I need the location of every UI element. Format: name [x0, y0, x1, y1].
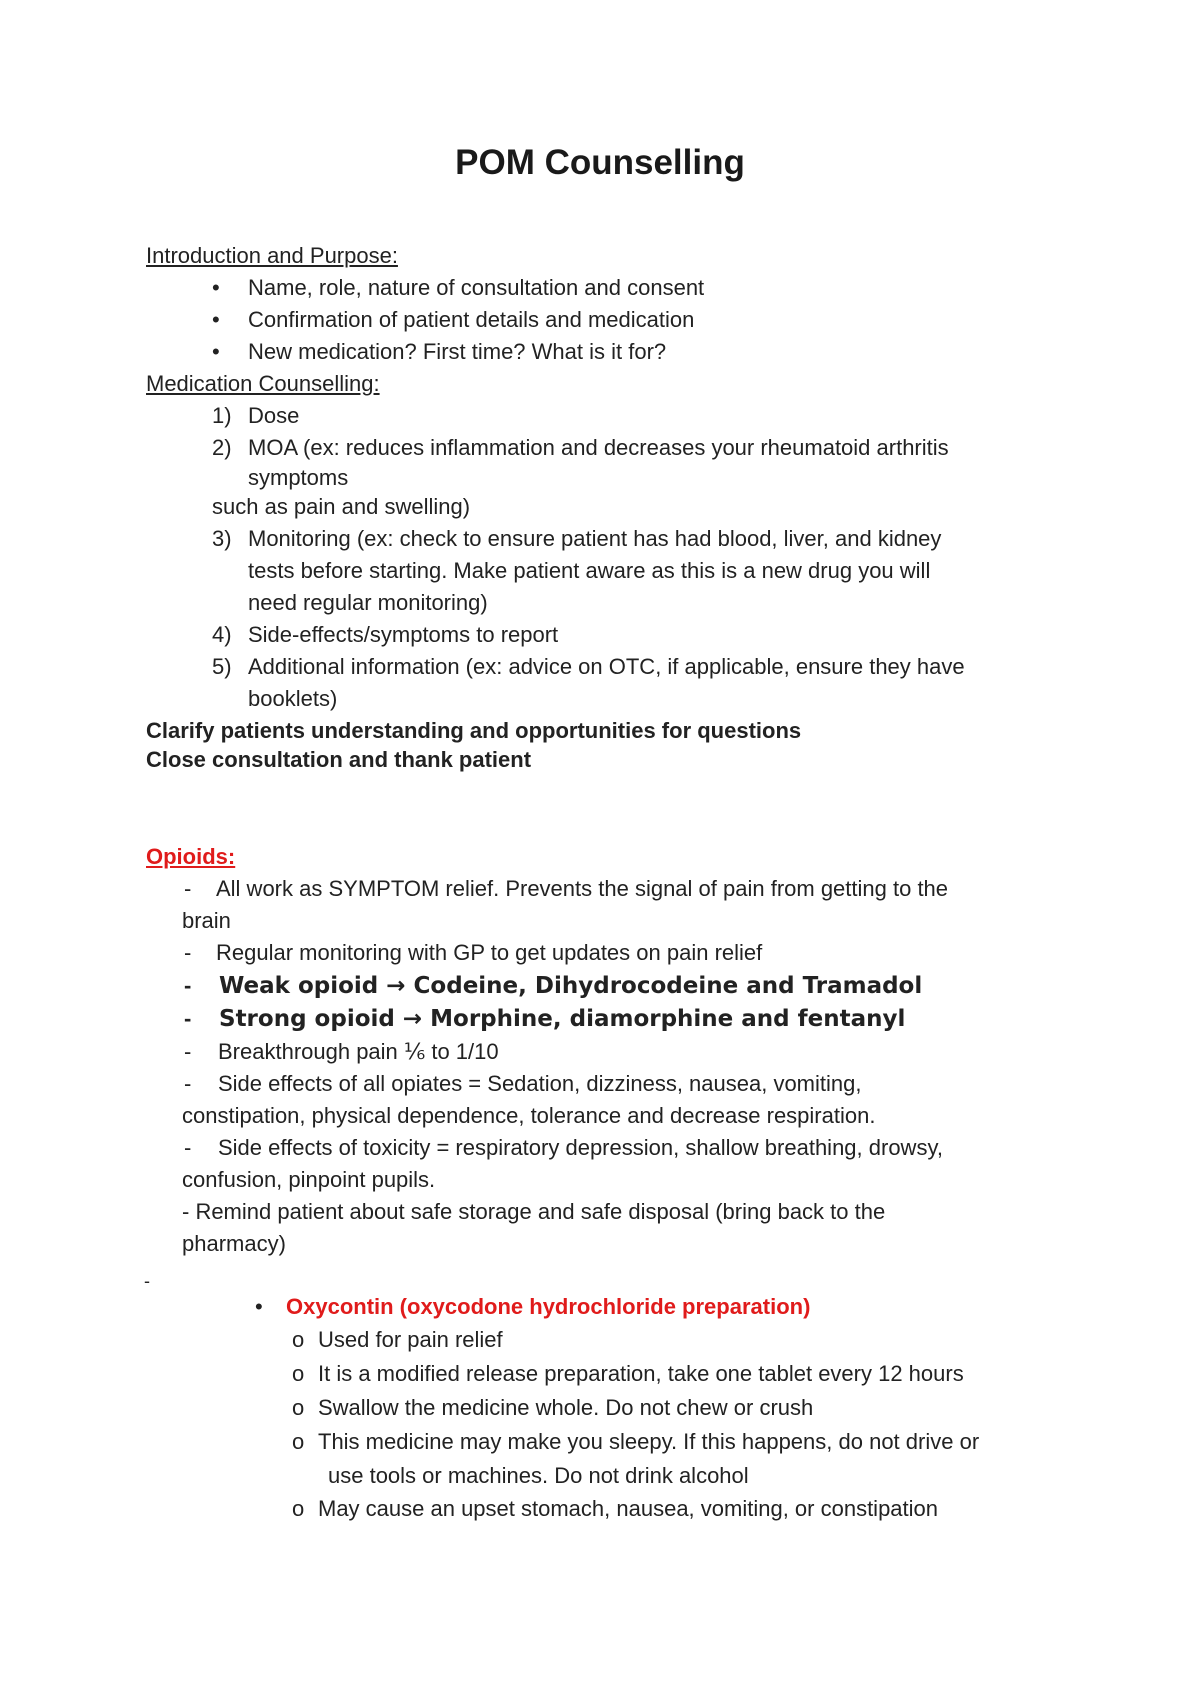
counselling-item: Additional information (ex: advice on OTC, if applicable, ensure they have — [248, 654, 965, 679]
page-title: POM Counselling — [455, 143, 745, 182]
clarify-line: Clarify patients understanding and opportunities for questions — [146, 718, 802, 743]
bullet-marker: • — [255, 1294, 263, 1319]
opioid-item: Side effects of all opiates = Sedation, dizziness, nausea, vomiting, — [218, 1071, 862, 1096]
dash-marker: - — [184, 1006, 192, 1031]
dash-marker: - — [184, 940, 192, 965]
sub-bullet-marker: o — [292, 1327, 305, 1352]
counselling-item-cont: symptoms — [248, 465, 349, 490]
stray-dash: - — [144, 1271, 150, 1291]
list-number: 4) — [212, 622, 232, 647]
dash-marker: - — [184, 876, 192, 901]
intro-item: New medication? First time? What is it for? — [248, 339, 667, 364]
counselling-item: Monitoring (ex: check to ensure patient has had blood, liver, and kidney — [248, 526, 942, 551]
sub-bullet-marker: o — [292, 1395, 305, 1420]
oxycontin-item: Used for pain relief — [318, 1327, 503, 1352]
counselling-item-cont: booklets) — [248, 686, 338, 711]
oxycontin-item: May cause an upset stomach, nausea, vomiting, or constipation — [318, 1496, 939, 1521]
dash-marker: - — [184, 1039, 192, 1064]
sub-bullet-marker: o — [292, 1429, 305, 1454]
opioids-heading: Opioids: — [146, 844, 236, 869]
list-number: 3) — [212, 526, 232, 551]
dash-marker: - — [184, 1071, 192, 1096]
oxycontin-item-cont: use tools or machines. Do not drink alcohol — [328, 1463, 749, 1488]
counselling-item: MOA (ex: reduces inflammation and decreases your rheumatoid arthritis — [248, 435, 949, 460]
bullet-marker: • — [212, 275, 220, 300]
dash-marker: - — [184, 973, 192, 998]
strong-opioid-line: Strong opioid → Morphine, diamorphine and fentanyl — [219, 1006, 906, 1032]
opioid-item: Breakthrough pain ⅙ to 1/10 — [218, 1039, 499, 1064]
opioid-item-cont: constipation, physical dependence, tolerance and decrease respiration. — [182, 1103, 876, 1128]
opioid-item-cont: brain — [182, 908, 231, 933]
counselling-item-cont: need regular monitoring) — [248, 590, 488, 615]
opioid-item: - Remind patient about safe storage and safe disposal (bring back to the — [182, 1199, 886, 1224]
list-number: 2) — [212, 435, 232, 460]
counselling-item-cont: such as pain and swelling) — [212, 494, 471, 519]
bullet-marker: • — [212, 307, 220, 332]
intro-item: Confirmation of patient details and medication — [248, 307, 695, 332]
weak-opioid-line: Weak opioid → Codeine, Dihydrocodeine and Tramadol — [219, 973, 923, 999]
list-number: 1) — [212, 403, 232, 428]
opioid-item: Regular monitoring with GP to get updates on pain relief — [216, 940, 763, 965]
opioid-item-cont: pharmacy) — [182, 1231, 286, 1256]
oxycontin-heading: Oxycontin (oxycodone hydrochloride preparation) — [286, 1294, 811, 1319]
sub-bullet-marker: o — [292, 1361, 305, 1386]
counselling-item-cont: tests before starting. Make patient aware as this is a new drug you will — [248, 558, 931, 583]
sub-bullet-marker: o — [292, 1496, 305, 1521]
close-line: Close consultation and thank patient — [146, 747, 532, 772]
intro-heading: Introduction and Purpose: — [146, 243, 398, 268]
opioid-item: Side effects of toxicity = respiratory depression, shallow breathing, drowsy, — [218, 1135, 943, 1160]
oxycontin-item: Swallow the medicine whole. Do not chew or crush — [318, 1395, 814, 1420]
oxycontin-item: This medicine may make you sleepy. If this happens, do not drive or — [318, 1429, 980, 1454]
opioid-item: All work as SYMPTOM relief. Prevents the signal of pain from getting to the — [216, 876, 949, 901]
counselling-heading: Medication Counselling: — [146, 371, 380, 396]
oxycontin-item: It is a modified release preparation, take one tablet every 12 hours — [318, 1361, 964, 1386]
intro-item: Name, role, nature of consultation and consent — [248, 275, 705, 300]
counselling-item: Dose — [248, 403, 300, 428]
list-number: 5) — [212, 654, 232, 679]
counselling-item: Side-effects/symptoms to report — [248, 622, 559, 647]
opioid-item-cont: confusion, pinpoint pupils. — [182, 1167, 436, 1192]
bullet-marker: • — [212, 339, 220, 364]
dash-marker: - — [184, 1135, 192, 1160]
